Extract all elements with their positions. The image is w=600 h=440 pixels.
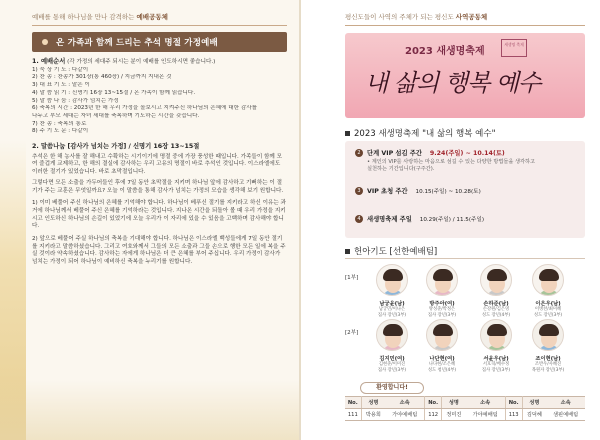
column-header: No.	[345, 397, 361, 409]
step-row	[355, 214, 484, 223]
festival-steps	[345, 141, 585, 238]
square-bullet-icon	[345, 249, 350, 254]
step-date: 10.15(주일) ~ 10.28(토)	[415, 188, 481, 195]
child-parish: 목원자 장년(3부)	[531, 367, 565, 373]
step-row	[355, 148, 505, 157]
page-spine	[299, 0, 301, 440]
table-cell: 박용희	[361, 409, 385, 421]
bullet-icon	[42, 39, 48, 45]
sermon-point: 1) 이미 베풀어 주신 하나님의 은혜를 기억해야 합니다. 하나님이 베푸신 절기를 지키라고 하신 이유는 과거에 하나님께서 베풀어 주신 은혜를 기억하라는 것입니다. 지나온 시간을 되돌아 볼 때 우리 가정을 지키시고 인도하신 하나님의 손길이 있었기에 오늘 우리가 이 자리에 있을 수 있음을 고백하며 감사해야 합니다.	[32, 200, 286, 230]
worship-order	[32, 58, 287, 136]
child-card	[527, 264, 569, 318]
column-header: 성명	[522, 397, 546, 409]
table-cell: 가야예배팀	[385, 409, 425, 421]
child-parish: 성도 장년(4부)	[481, 312, 511, 318]
wheat-field-decoration	[0, 380, 300, 440]
child-card	[421, 264, 463, 318]
welcome-badge: 환영합니다!	[360, 382, 424, 394]
prayer-heading-text: 헌아기도 [선한예배팀]	[354, 247, 438, 257]
service-part-label: [2부]	[345, 330, 359, 336]
service-part-label: [1부]	[345, 275, 359, 281]
column-header: 소속	[385, 397, 425, 409]
child-parish: 성도 장년(3부)	[533, 312, 563, 318]
step-date: 10.29(주일) / 11.5(주일)	[419, 216, 485, 223]
table-row	[345, 409, 585, 421]
column-header: 성명	[442, 397, 466, 409]
order-item: 5) 말 씀 나 눔 : 감사가 넘치는 가정	[32, 97, 119, 104]
banner-seal: 새생명 축제	[501, 39, 527, 57]
column-header: No.	[425, 397, 442, 409]
child-card	[421, 319, 463, 373]
step-note-line: • 계인의 VIP를 사랑하는 마음으로 섬길 수 있는 다양한 방법들을 생각하고	[367, 159, 536, 165]
table-cell: 112	[425, 409, 442, 421]
child-photo	[426, 264, 458, 296]
child-name: 나단현(여)	[429, 356, 455, 362]
section-title: 온 가족과 함께 드리는 추석 명절 가정예배	[56, 38, 218, 48]
child-name: 김지민(여)	[379, 356, 405, 362]
child-parents: 남궁민/이나은	[378, 307, 406, 312]
child-card	[371, 264, 413, 318]
order-item: 나누고 부모 세대는 자녀 세대를 축복하며 기도하는 시간을 갖습니다.	[32, 112, 200, 119]
column-header: 소속	[466, 397, 506, 409]
step-number: 4	[355, 215, 363, 223]
child-parish: 성도 청년(4부)	[427, 367, 457, 373]
order-item: 7) 찬 송 : 축복의 통로	[32, 120, 87, 127]
column-header: 소속	[546, 397, 585, 409]
step-date: 9.24(주일) ~ 10.14(토)	[429, 150, 505, 157]
child-name: 서윤우(남)	[483, 356, 509, 362]
order-heading: 1. 예배순서	[32, 58, 66, 65]
prayer-divider	[345, 258, 585, 259]
child-parents: 이병찬/최미혜	[534, 307, 562, 312]
child-name: 손하준(남)	[483, 301, 509, 307]
table-cell: 111	[345, 409, 361, 421]
festival-heading-text: 2023 새생명축제 "내 삶의 행복 예수"	[354, 129, 496, 139]
header-divider	[32, 25, 287, 26]
square-bullet-icon	[345, 131, 350, 136]
child-photo	[532, 319, 564, 351]
child-photo	[532, 264, 564, 296]
table-cell: 113	[505, 409, 522, 421]
child-parish: 집사 장년(3부)	[377, 312, 407, 318]
child-photo	[480, 264, 512, 296]
order-item: 8) 주 기 도 문 : 다같이	[32, 128, 89, 135]
child-card	[475, 319, 517, 373]
child-parish: 집사 장년(3부)	[377, 367, 407, 373]
child-card	[527, 319, 569, 373]
running-head-text: 평신도들이 사역의 주체가 되는 평신도	[345, 13, 456, 21]
table-cell: 김덕혜	[522, 409, 546, 421]
step-note	[367, 159, 577, 173]
banner-year-title: 2023 새생명축제	[405, 46, 485, 57]
order-item: 3) 대 표 기 도 : 맡은 이	[32, 82, 90, 89]
child-name: 조이현(남)	[535, 356, 561, 362]
order-item: 4) 말 씀 읽 기 : 신명기 16장 13~15절 / 온 가족이 함께 읽습니다.	[32, 89, 196, 96]
table-cell: 샘핀예배팀	[546, 409, 585, 421]
right-running-head	[345, 12, 487, 21]
child-parish: 집사 장년(3부)	[427, 312, 457, 318]
order-item: 6) 축복의 시간 : 2023년 한 해 우리 가정을 돌보시고 지켜주신 하나님의 은혜에 대한 감사를	[32, 105, 258, 112]
sermon-heading: 2. 말씀나눔 [감사가 넘치는 가정] / 신명기 16장 13~15절	[32, 143, 200, 150]
table-cell: 가야예배팀	[466, 409, 506, 421]
child-name: 이은우(남)	[535, 301, 561, 307]
sermon-section	[32, 143, 287, 267]
festival-banner	[345, 33, 585, 118]
step-row	[355, 186, 481, 195]
child-parish: 집사 장년(3부)	[481, 367, 511, 373]
step-label: 단계 VIP 섬김 주간	[367, 150, 422, 157]
section-title-bar	[32, 32, 287, 52]
table-cell: 정미진	[442, 409, 466, 421]
step-note-line: 실천하는 기간입니다(구주간).	[367, 166, 435, 172]
step-label: 새생명축제 주일	[367, 216, 412, 223]
step-number: 3	[355, 187, 363, 195]
running-head-text: 예배를 통해 하나님을 만나 감격하는	[32, 13, 137, 21]
child-name: 방주아(여)	[429, 301, 455, 307]
running-head-title: 사역공동체	[455, 13, 488, 21]
child-parents: 서호혁/배수정	[482, 362, 510, 367]
order-note: (각 가정의 세대주 되시는 분이 예배를 인도하시면 좋습니다.)	[67, 59, 216, 65]
child-card	[475, 264, 517, 318]
child-parents: 김현준/이미진	[378, 362, 406, 367]
child-card	[371, 319, 413, 373]
child-photo	[426, 319, 458, 351]
column-header: No.	[505, 397, 522, 409]
header-divider	[345, 25, 585, 26]
child-parents: 방성준/박정은	[428, 307, 456, 312]
festival-heading	[345, 127, 496, 139]
prayer-heading	[345, 245, 437, 257]
order-item: 2) 찬 송 : 찬송가 301장(통 460장) / 지금까지 지내온 것	[32, 74, 172, 81]
step-label: VIP 초청 주간	[367, 188, 408, 195]
step-number: 2	[355, 149, 363, 157]
column-header: 성명	[361, 397, 385, 409]
banner-script-title: 내 삶의 행복 예수	[365, 69, 541, 97]
child-name: 남궁윤(남)	[379, 301, 405, 307]
table-header-row	[345, 397, 585, 409]
child-parents: 손강원/김은영	[482, 307, 510, 312]
sermon-paragraph: 추석은 한 해 농사를 잘 해내고 수확하는 시기이기에 명절 중에 가장 풍성한 때입니다. 가족들이 함께 모여 즐겁게 교제하고, 한 해의 결실에 감사하는 우리 고유의 명절이 바로 추석인 것입니다. 이스라엘에도 이러한 절기가 있었습니다. 바로 초막절입니다.	[32, 153, 282, 176]
child-parents: 나다현/조은혜	[428, 362, 456, 367]
child-photo	[376, 319, 408, 351]
welcome-table	[345, 396, 585, 421]
child-photo	[376, 264, 408, 296]
running-head-title: 예배공동체	[136, 13, 168, 21]
order-list	[32, 67, 287, 136]
sermon-point: 2) 앞으로 베풀어 주실 하나님의 축복을 기대해야 합니다. 하나님은 이스라엘 백성들에게 7일 동안 절기를 지키라고 말씀하셨습니다. 그리고 여호와께서 그들의 모든 소출과 그들 손으로 행한 모든 일에 복을 주실 것이라 약속하셨습니다. 감사하는 자에게 하나님은 더 큰 은혜를 부어 주십니다. 우리 가정이 감사가 넘치는 가정이 되어 하나님이 예비하신 축복을 누리기를 원합니다.	[32, 236, 286, 266]
left-running-head	[32, 12, 168, 21]
child-parents: 조반우/사혜진	[534, 362, 562, 367]
sermon-paragraph: 그렇다면 모든 소출을 가두어들인 후에 7일 동안 초막절을 지키며 하나님 앞에 감사하고 기뻐하는 이 절기가 주는 교훈은 무엇일까요? 오늘 이 말씀을 통해 감사가 넘치는 가정의 모습을 생각해 보기 원합니다.	[32, 179, 284, 194]
order-item: 1) 묵 상 기 도 : 다같이	[32, 66, 89, 73]
child-photo	[480, 319, 512, 351]
